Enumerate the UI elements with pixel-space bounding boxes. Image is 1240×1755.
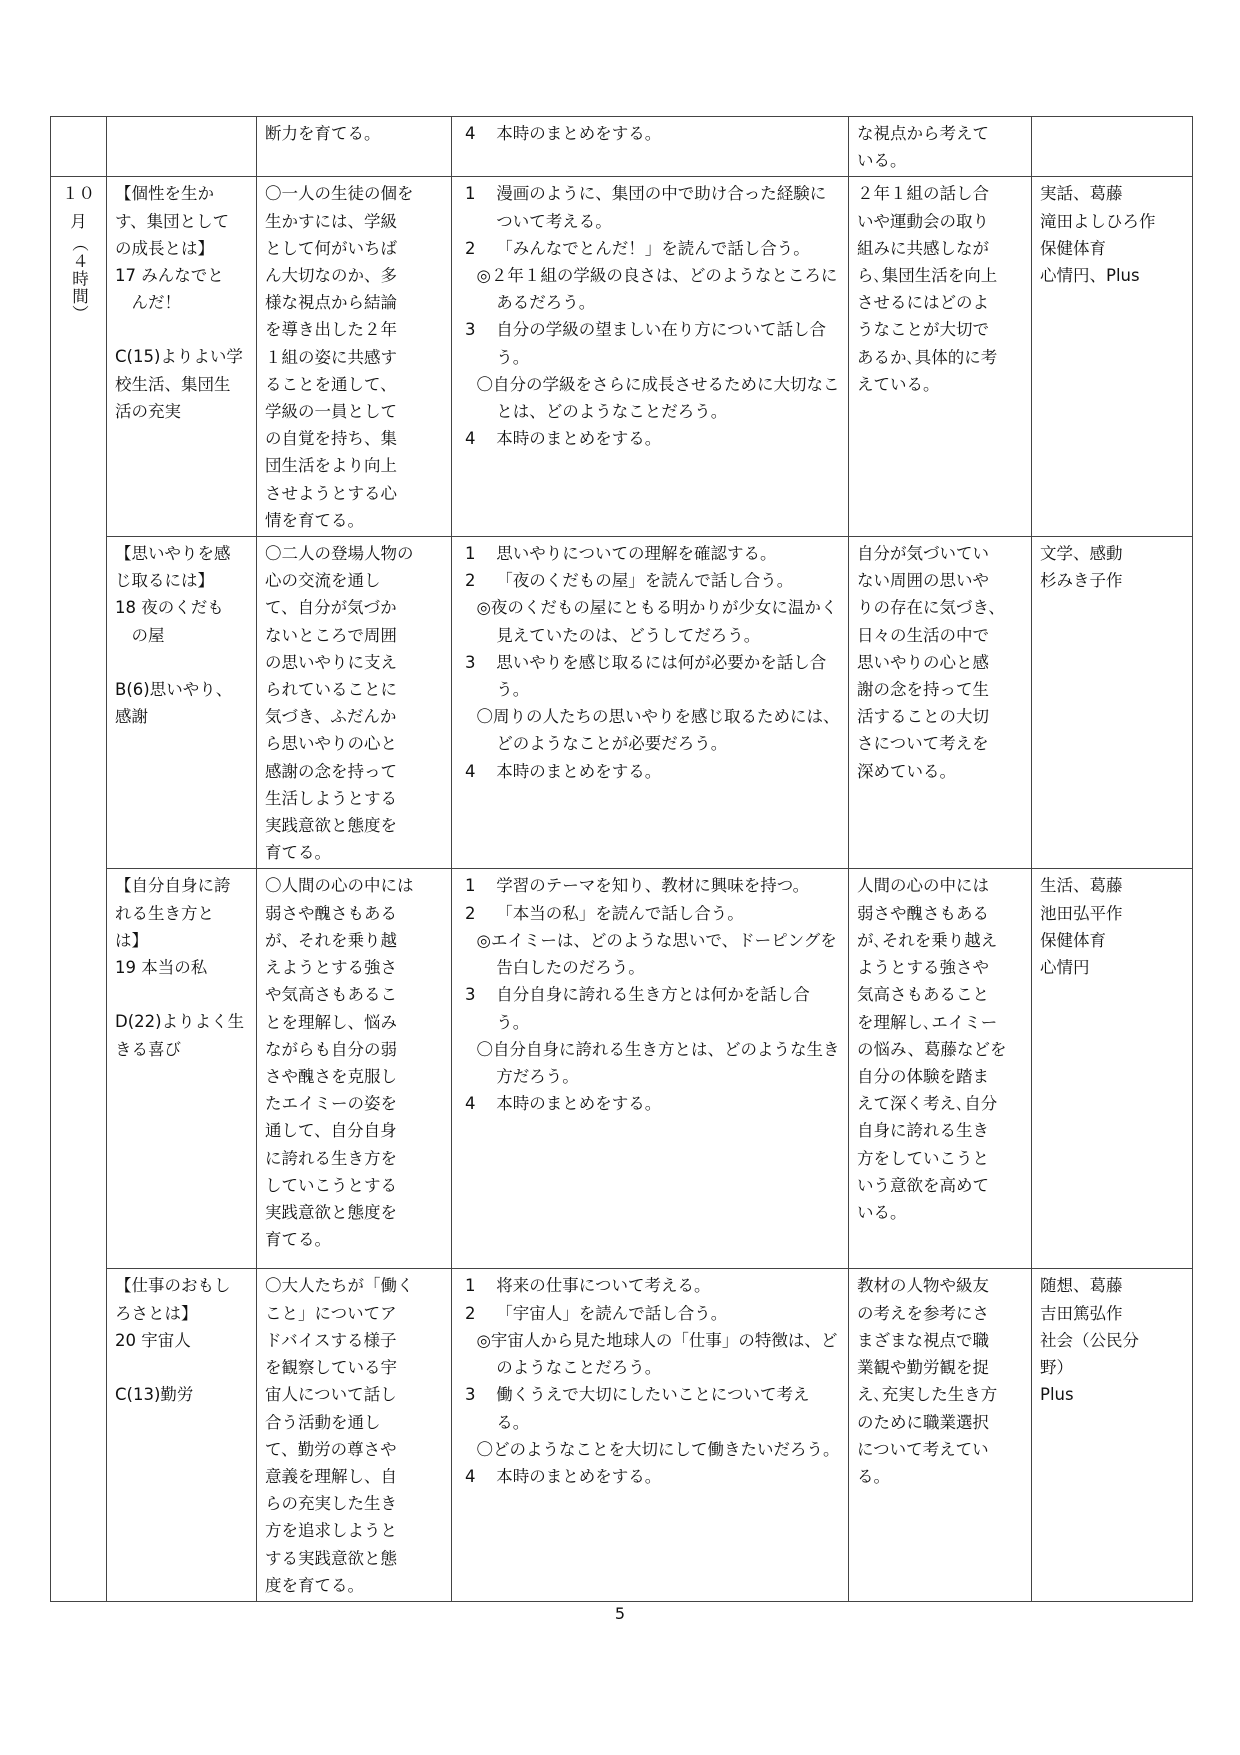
text-line: 実践意欲と態度を (265, 1202, 397, 1222)
key-question (460, 594, 840, 648)
text-line: 感謝 (115, 707, 148, 727)
step-text: 「本当の私」を読んで話し合う。 (496, 903, 744, 923)
text-line: 自分の体験を踏ま (857, 1066, 989, 1086)
month-cell-empty (51, 117, 107, 177)
text-line: ら思いやりの心と (265, 734, 397, 754)
aim-cell (257, 177, 452, 537)
steps-cell (452, 1269, 849, 1601)
text-line: 人間の心の中には (857, 876, 989, 896)
month-hours: （４時間） (69, 234, 89, 323)
text-line: りの存在に気づき、 (857, 598, 1005, 618)
key-question (460, 1036, 840, 1090)
page-number: 5 (614, 1604, 626, 1623)
text-line: 思いやりの心と感 (857, 652, 989, 672)
step-number: 1 (464, 1276, 476, 1296)
text-line: 心情円、Plus (1040, 266, 1140, 286)
text-line: 【個性を生か (115, 184, 214, 204)
text-line: や気高さもあるこ (265, 985, 397, 1005)
text-line: まざまな視点で職 (857, 1330, 989, 1350)
step-text: 本時のまとめをする。 (496, 1094, 662, 1114)
text-line: いる。 (857, 151, 907, 171)
lesson-plan-table (50, 116, 1193, 1602)
aim-cell (257, 869, 452, 1269)
text-line: いや運動会の取り (857, 211, 989, 231)
text-line: こと」についてア (265, 1303, 397, 1323)
evaluation-cell (849, 117, 1032, 177)
month-label: １０ (62, 184, 95, 204)
step-text: 〇自分自身に誇れる生き方とは、どのような生き方だろう。 (476, 1039, 840, 1086)
step-number: 4 (464, 761, 476, 781)
step-text: 本時のまとめをする。 (496, 429, 662, 449)
text-line: 18 夜のくだも (115, 598, 224, 618)
table-row (51, 537, 1193, 869)
learning-step (460, 1272, 840, 1299)
learning-step (460, 540, 840, 567)
text-line: させるにはどのよ (857, 293, 989, 313)
text-line: について考えてい (857, 1439, 989, 1459)
text-line: 教材の人物や級友 (857, 1276, 989, 1296)
text-line: 校生活、集団生 (115, 374, 231, 394)
text-line: 生活しようとする (265, 788, 397, 808)
text-line: 気高さもあること (857, 985, 989, 1005)
key-question (460, 703, 840, 757)
topic-cell (107, 177, 257, 537)
text-line: 情を育てる。 (265, 510, 364, 530)
text-line: として何がいちば (265, 238, 397, 258)
step-text: 「宇宙人」を読んで話し合う。 (496, 1303, 728, 1323)
spacer (115, 316, 248, 343)
step-number: 4 (464, 124, 476, 143)
step-number: 4 (464, 429, 476, 449)
text-line: 心情円 (1040, 958, 1090, 978)
text-line: 〇一人の生徒の個を (265, 184, 414, 204)
table-row (51, 177, 1193, 537)
topic-cell (107, 117, 257, 177)
steps-cell (452, 537, 849, 869)
step-text: 本時のまとめをする。 (496, 761, 662, 781)
text-line: 滝田よしひろ作 (1040, 211, 1156, 231)
text-line: の思いやりに支え (265, 652, 397, 672)
text-line: 野） (1040, 1358, 1073, 1378)
text-line: えようとする強さ (265, 958, 397, 978)
text-line: 断力を育てる。 (265, 124, 381, 143)
text-line: 19 本当の私 (115, 958, 208, 978)
text-line: ら､集団生活を向上 (857, 266, 998, 286)
text-line: C(15)よりよい学 (115, 347, 243, 367)
step-text: ◎宇宙人から見た地球人の「仕事」の特徴は、どのようなことだろう。 (476, 1330, 838, 1378)
text-line: ることを通して、 (265, 374, 397, 394)
text-line: えている。 (857, 374, 940, 394)
text-line: ないところで周囲 (265, 625, 397, 645)
text-line: 様な視点から結論 (265, 293, 397, 313)
text-line: は】 (115, 930, 148, 950)
text-line: の屋 (115, 625, 165, 645)
learning-step (460, 1463, 840, 1490)
step-number: 3 (464, 320, 476, 340)
text-line: たエイミーの姿を (265, 1094, 397, 1114)
learning-step (460, 316, 840, 370)
evaluation-cell (849, 869, 1032, 1269)
step-text: 思いやりについての理解を確認する。 (496, 544, 777, 564)
text-line: ない周囲の思いや (857, 571, 989, 591)
aim-cell (257, 537, 452, 869)
text-line: あるか､具体的に考 (857, 347, 998, 367)
text-line: 社会（公民分 (1040, 1330, 1139, 1350)
key-question (460, 262, 840, 316)
text-line: 【自分自身に誇 (115, 876, 231, 896)
text-line: 実話、葛藤 (1040, 184, 1123, 204)
text-line: 保健体育 (1040, 930, 1106, 950)
learning-step (460, 758, 840, 785)
text-line: ながらも自分の弱 (265, 1039, 397, 1059)
text-line: の考えを参考にさ (857, 1303, 989, 1323)
steps-cell (452, 117, 849, 177)
key-question (460, 927, 840, 981)
step-number: 3 (464, 985, 476, 1005)
spacer (115, 981, 248, 1008)
step-text: 自分自身に誇れる生き方とは何かを話し合う。 (496, 985, 810, 1032)
step-text: 自分の学級の望ましい在り方について話し合う。 (496, 320, 826, 367)
text-line: 気づき、ふだんか (265, 707, 397, 727)
learning-step (460, 120, 840, 147)
text-line: 通して、自分自身 (265, 1121, 397, 1141)
learning-step (460, 567, 840, 594)
text-line: が､それを乗り越え (857, 930, 998, 950)
text-line: 感謝の念を持って (265, 761, 397, 781)
text-line: 20 宇宙人 (115, 1330, 191, 1350)
text-line: 自身に誇れる生き (857, 1121, 989, 1141)
text-line: 方をしていこうと (857, 1148, 989, 1168)
notes-cell (1032, 537, 1193, 869)
learning-step (460, 1090, 840, 1117)
text-line: 組みに共感しなが (857, 238, 989, 258)
text-line: え､充実した生き方 (857, 1385, 998, 1405)
notes-cell (1032, 1269, 1193, 1601)
text-line: 弱さや醜さもある (265, 903, 397, 923)
text-line: 謝の念を持って生 (857, 680, 989, 700)
text-line: を導き出した２年 (265, 320, 397, 340)
evaluation-cell (849, 177, 1032, 537)
text-line: られていることに (265, 680, 397, 700)
text-line: さについて考えを (857, 734, 989, 754)
text-line: いう意欲を高めて (857, 1175, 989, 1195)
text-line: えて深く考え､自分 (857, 1094, 998, 1114)
text-line: きる喜び (115, 1039, 181, 1059)
text-line: 弱さや醜さもある (857, 903, 989, 923)
text-line: Plus (1040, 1385, 1074, 1405)
step-text: 〇自分の学級をさらに成長させるために大切なことは、どのようなことだろう。 (476, 374, 840, 422)
step-number: 3 (464, 652, 476, 672)
text-line: 実践意欲と態度を (265, 816, 397, 836)
text-line: の成長とは】 (115, 238, 214, 258)
text-line: に誇れる生き方を (265, 1148, 397, 1168)
learning-step (460, 1300, 840, 1327)
step-text: 本時のまとめをする。 (496, 124, 662, 143)
step-text: 漫画のように、集団の中で助け合った経験について考える。 (496, 184, 827, 231)
text-line: 【仕事のおもし (115, 1276, 231, 1296)
text-line: 文学、感動 (1040, 544, 1123, 564)
text-line: を理解し､エイミー (857, 1012, 998, 1032)
text-line: て、自分が気づか (265, 598, 397, 618)
topic-cell (107, 537, 257, 869)
topic-cell (107, 869, 257, 1269)
steps-cell (452, 869, 849, 1269)
text-line: 17 みんなでと (115, 266, 224, 286)
learning-step (460, 900, 840, 927)
text-line: 育てる。 (265, 1230, 331, 1250)
text-line: る。 (857, 1466, 890, 1486)
text-line: 【思いやりを感 (115, 544, 231, 564)
notes-cell (1032, 869, 1193, 1269)
key-question (460, 1436, 840, 1463)
text-line: 活することの大切 (857, 707, 989, 727)
text-line: の自覚を持ち、集 (265, 429, 397, 449)
text-line: １組の姿に共感す (265, 347, 397, 367)
text-line: 深めている。 (857, 761, 956, 781)
step-number: 4 (464, 1466, 476, 1486)
text-line: 学級の一員として (265, 402, 397, 422)
step-text: 将来の仕事について考える。 (496, 1276, 711, 1296)
text-line: させようとする心 (265, 483, 397, 503)
text-line: んだ！ (115, 293, 181, 313)
text-line: のために職業選択 (857, 1412, 989, 1432)
text-line: 宙人について話し (265, 1385, 397, 1405)
step-text: 本時のまとめをする。 (496, 1466, 662, 1486)
step-text: 〇どのようなことを大切にして働きたいだろう。 (476, 1439, 840, 1459)
learning-step (460, 981, 840, 1035)
text-line: ようとする強さや (857, 958, 989, 978)
text-line: とを理解し、悩み (265, 1012, 397, 1032)
text-line: 育てる。 (265, 843, 331, 863)
text-line: B(6)思いやり、 (115, 679, 233, 699)
text-line: な視点から考えて (857, 124, 989, 143)
text-line: 度を育てる。 (265, 1575, 364, 1595)
step-text: 働くうえで大切にしたいことについて考える。 (496, 1385, 810, 1432)
key-question (460, 1327, 840, 1381)
text-line: 〇二人の登場人物の (265, 544, 414, 564)
step-number: 3 (464, 1385, 476, 1405)
text-line: 生活、葛藤 (1040, 876, 1123, 896)
step-text: 「みんなでとんだ！」を読んで話し合う。 (496, 238, 810, 258)
aim-cell (257, 117, 452, 177)
text-line: いる。 (857, 1202, 907, 1222)
text-line: 池田弘平作 (1040, 903, 1123, 923)
step-text: 〇周りの人たちの思いやりを感じ取るためには、どのようなことが必要だろう。 (476, 707, 840, 754)
notes-cell (1032, 177, 1193, 537)
learning-step (460, 235, 840, 262)
text-line: て、勤労の尊さや (265, 1439, 397, 1459)
text-line: 業観や勤労観を捉 (857, 1358, 989, 1378)
text-line: れる生き方と (115, 903, 214, 923)
text-line: 随想、葛藤 (1040, 1276, 1123, 1296)
key-question (460, 371, 840, 425)
text-line: 自分が気づいてい (857, 544, 989, 564)
step-number: 1 (464, 544, 476, 564)
learning-step (460, 872, 840, 899)
step-text: 学習のテーマを知り、教材に興味を持つ。 (496, 876, 810, 896)
text-line: じ取るには】 (115, 571, 214, 591)
spacer (115, 1354, 248, 1381)
text-line: 意義を理解し、自 (265, 1466, 397, 1486)
text-line: 生かすには、学級 (265, 211, 397, 231)
text-line: を観察している宇 (265, 1358, 397, 1378)
text-line: 〇大人たちが「働く (265, 1276, 414, 1296)
text-line: 心の交流を通し (265, 571, 381, 591)
month-label: 月 (70, 211, 87, 231)
month-cell (51, 177, 107, 1602)
text-line: さや醜さを克服し (265, 1066, 397, 1086)
spacer (115, 649, 248, 676)
text-line: 活の充実 (115, 401, 181, 421)
step-number: 2 (464, 571, 476, 591)
text-line: 〇人間の心の中には (265, 876, 414, 896)
text-line: 杉みき子作 (1040, 571, 1123, 591)
text-line: 吉田篤弘作 (1040, 1303, 1123, 1323)
text-line: の悩み、葛藤などを (857, 1039, 1007, 1059)
text-line: 方を追求しようと (265, 1521, 397, 1541)
learning-step (460, 425, 840, 452)
text-line: 保健体育 (1040, 238, 1106, 258)
table-row (51, 117, 1193, 177)
topic-cell (107, 1269, 257, 1601)
step-text: ◎夜のくだもの屋にともる明かりが少女に温かく見えていたのは、どうしてだろう。 (476, 598, 838, 645)
text-line: ドバイスする様子 (265, 1330, 397, 1350)
text-line: C(13)勤労 (115, 1385, 194, 1405)
text-line: ん大切なのか、多 (265, 266, 397, 286)
steps-cell (452, 177, 849, 537)
step-number: 1 (464, 184, 476, 204)
step-number: 1 (464, 876, 476, 896)
text-line: 日々の生活の中で (857, 625, 989, 645)
step-number: 2 (464, 1303, 476, 1323)
text-line: する実践意欲と態 (265, 1548, 397, 1568)
table-row (51, 1269, 1193, 1601)
aim-cell (257, 1269, 452, 1601)
text-line: していこうとする (265, 1175, 397, 1195)
step-number: 4 (464, 1094, 476, 1114)
text-line: 合う活動を通し (265, 1412, 381, 1432)
text-line: D(22)よりよく生 (115, 1012, 245, 1032)
text-line: うなことが大切で (857, 320, 989, 340)
step-text: 思いやりを感じ取るには何が必要かを話し合う。 (496, 652, 827, 700)
learning-step (460, 649, 840, 703)
text-line: す、集団として (115, 211, 230, 231)
step-number: 2 (464, 903, 476, 923)
text-line: が、それを乗り越 (265, 930, 397, 950)
evaluation-cell (849, 537, 1032, 869)
text-line: 団生活をより向上 (265, 456, 397, 476)
step-number: 2 (464, 238, 476, 258)
evaluation-cell (849, 1269, 1032, 1601)
step-text: 「夜のくだもの屋」を読んで話し合う。 (496, 571, 794, 591)
notes-cell (1032, 117, 1193, 177)
text-line: ２年１組の話し合 (857, 184, 989, 204)
text-line: らの充実した生き (265, 1494, 397, 1514)
step-text: ◎２年１組の学級の良さは、どのようなところにあるだろう。 (476, 266, 838, 313)
table-row (51, 869, 1193, 1269)
learning-step (460, 1381, 840, 1435)
step-text: ◎エイミーは、どのような思いで、ドーピングを告白したのだろう。 (476, 930, 837, 978)
learning-step (460, 180, 840, 234)
text-line: ろさとは】 (115, 1303, 198, 1323)
